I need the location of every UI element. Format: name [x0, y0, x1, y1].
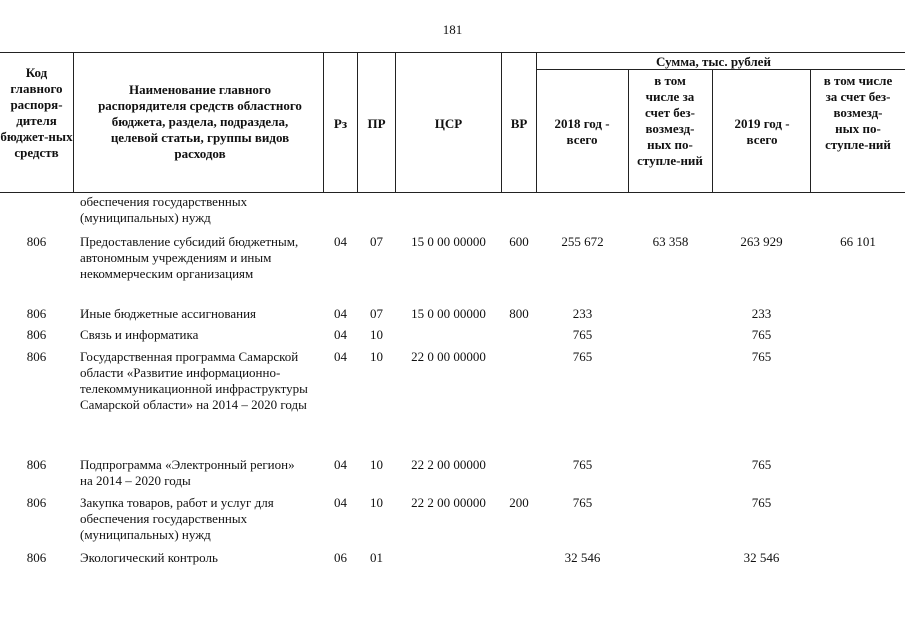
- row-3-sum-2018: 765: [572, 327, 593, 342]
- row-2-rz: 04: [334, 306, 347, 321]
- row-5-rz: 04: [334, 457, 347, 472]
- row-5-code: 806: [26, 457, 47, 472]
- row-1-free-2019: 66 101: [840, 234, 876, 249]
- row-5-csr: 22 2 00 00000: [411, 457, 486, 472]
- row-5-sum-2019: 765: [751, 457, 772, 472]
- header-2018-total: 2018 год - всего: [554, 116, 610, 147]
- row-6-name: Закупка товаров, работ и услуг для обеспечения государственных (муниципальных) нужд: [80, 495, 274, 542]
- row-4-pr: 10: [370, 349, 383, 364]
- row-7-code: 806: [26, 550, 47, 565]
- col-divider-2018-free: [712, 69, 713, 192]
- row-2-sum-2018: 233: [572, 306, 593, 321]
- row-7-sum-2018: 32 546: [564, 550, 601, 565]
- row-7-sum-2019: 32 546: [743, 550, 780, 565]
- row-4-name: Государственная программа Самарской области «Развитие информационно-телекоммуникационной инфраструктуры Самарской области» на 2014 – 2020 годы: [80, 349, 308, 412]
- col-divider-code: [73, 52, 74, 192]
- header-2019-total: 2019 год - всего: [734, 116, 790, 147]
- header-rz: Рз: [333, 116, 348, 131]
- header-sum-title: Сумма, тыс. рублей: [656, 54, 771, 69]
- row-6-csr: 22 2 00 00000: [411, 495, 486, 510]
- row-6-code: 806: [26, 495, 47, 510]
- row-2-code: 806: [26, 306, 47, 321]
- row-7-rz: 06: [334, 550, 347, 565]
- col-divider-2019-total: [810, 69, 811, 192]
- row-1-sum-2019: 263 929: [740, 234, 783, 249]
- row-7-pr: 01: [370, 550, 383, 565]
- row-5-sum-2018: 765: [572, 457, 593, 472]
- header-bottom-border: [0, 192, 905, 193]
- row-6-pr: 10: [370, 495, 383, 510]
- row-1-csr: 15 0 00 00000: [411, 234, 486, 249]
- row-6-sum-2018: 765: [572, 495, 593, 510]
- header-2018-free: в том числе за счет без-возмезд-ных по-ступле-ний: [637, 73, 703, 168]
- row-2-csr: 15 0 00 00000: [411, 306, 486, 321]
- row-1-sum-2018: 255 672: [561, 234, 604, 249]
- row-1-vr: 600: [509, 234, 529, 249]
- page-number: 181: [442, 22, 463, 37]
- row-7-name: Экологический контроль: [80, 550, 218, 565]
- row-6-sum-2019: 765: [751, 495, 772, 510]
- row-2-sum-2019: 233: [751, 306, 772, 321]
- col-divider-vr: [536, 52, 537, 192]
- row-6-rz: 04: [334, 495, 347, 510]
- row-4-sum-2019: 765: [751, 349, 772, 364]
- col-divider-2018-total: [628, 69, 629, 192]
- row-3-sum-2019: 765: [751, 327, 772, 342]
- row-3-code: 806: [26, 327, 47, 342]
- row-3-pr: 10: [370, 327, 383, 342]
- row-4-csr: 22 0 00 00000: [411, 349, 486, 364]
- row-4-code: 806: [26, 349, 47, 364]
- header-name: Наименование главного распорядителя средств областного бюджета, раздела, подраздела, целевой статьи, группы видов расходов: [98, 82, 302, 161]
- header-code: Код главного распоря-дителя бюджет-ных средств: [0, 65, 73, 160]
- row-5-name: Подпрограмма «Электронный регион» на 2014 – 2020 годы: [80, 457, 295, 488]
- header-vr: ВР: [510, 116, 528, 131]
- row-4-rz: 04: [334, 349, 347, 364]
- row-2-pr: 07: [370, 306, 383, 321]
- row-2-name: Иные бюджетные ассигнования: [80, 306, 257, 321]
- row-1-pr: 07: [370, 234, 383, 249]
- header-2019-free: в том числе за счет без-возмезд-ных по-ступле-ний: [823, 73, 893, 152]
- row-1-name: Предоставление субсидий бюджетным, автономным учреждениям и иным некоммерческим организациям: [80, 234, 299, 281]
- row-1-code: 806: [26, 234, 47, 249]
- continuation-text: обеспечения государственных (муниципальных) нужд: [80, 194, 248, 225]
- header-csr: ЦСР: [434, 116, 463, 131]
- row-3-rz: 04: [334, 327, 347, 342]
- row-6-vr: 200: [509, 495, 529, 510]
- row-2-vr: 800: [509, 306, 529, 321]
- header-pr: ПР: [367, 116, 386, 131]
- row-3-name: Связь и информатика: [80, 327, 199, 342]
- header-top-border: [0, 52, 905, 53]
- row-4-sum-2018: 765: [572, 349, 593, 364]
- row-1-free-2018: 63 358: [652, 234, 689, 249]
- row-1-rz: 04: [334, 234, 347, 249]
- row-5-pr: 10: [370, 457, 383, 472]
